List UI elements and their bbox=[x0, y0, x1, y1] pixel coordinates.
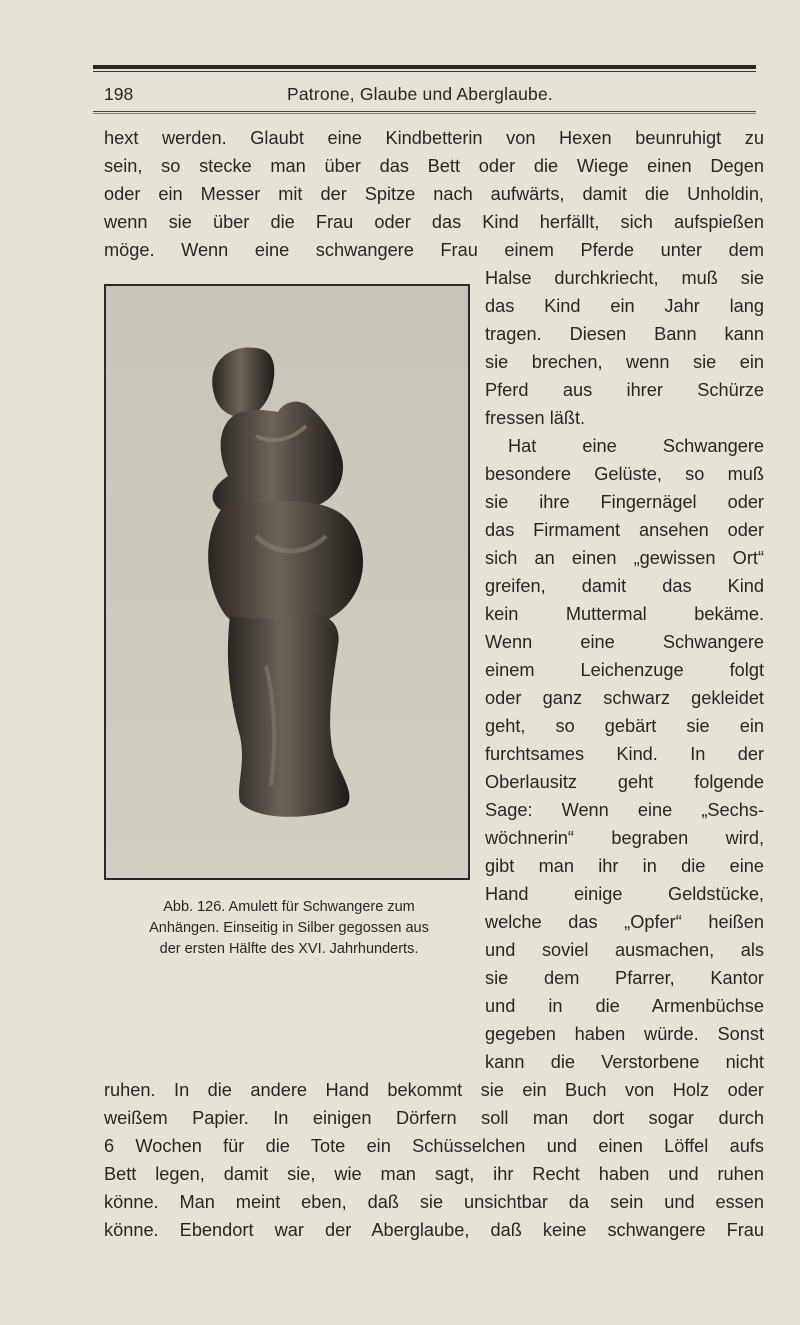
column-line: Sage: Wenn eine „Sechs- bbox=[485, 800, 764, 820]
body-line: könne. Man meint eben, daß sie unsichtbar da sein und essen bbox=[104, 1192, 764, 1212]
column-line: gegeben haben würde. Sonst bbox=[485, 1024, 764, 1044]
body-line: hext werden. Glaubt eine Kindbetterin von Hexen beunruhigt zu bbox=[104, 128, 764, 148]
column-line: Hand einige Geldstücke, bbox=[485, 884, 764, 904]
column-line: und in die Armenbüchse bbox=[485, 996, 764, 1016]
column-line: kein Muttermal bekäme. bbox=[485, 604, 764, 624]
figure-caption-line: Abb. 126. Amulett für Schwangere zum bbox=[163, 899, 415, 915]
column-line: kann die Verstorbene nicht bbox=[485, 1052, 764, 1072]
column-line: greifen, damit das Kind bbox=[485, 576, 764, 596]
body-line: oder ein Messer mit der Spitze nach aufwärts, damit die Unholdin, bbox=[104, 184, 764, 204]
body-line: weißem Papier. In einigen Dörfern soll man dort sogar durch bbox=[104, 1108, 764, 1128]
running-title: Patrone, Glaube und Aberglaube. bbox=[287, 84, 553, 104]
header-rule-thick bbox=[93, 65, 756, 69]
column-line: Oberlausitz geht folgende bbox=[485, 772, 764, 792]
column-line: sie ihre Fingernägel oder bbox=[485, 492, 764, 512]
body-line: wenn sie über die Frau oder das Kind herfällt, sich aufspießen bbox=[104, 212, 764, 232]
column-line: Halse durchkriecht, muß sie bbox=[485, 268, 764, 288]
figure-caption-line: der ersten Hälfte des XVI. Jahrhunderts. bbox=[159, 941, 419, 957]
body-line: Bett legen, damit sie, wie man sagt, ihr Recht haben und ruhen bbox=[104, 1164, 764, 1184]
header-rule-bottom bbox=[93, 111, 756, 112]
header-rule-bottom-light bbox=[93, 113, 756, 114]
body-line: ruhen. In die andere Hand bekommt sie ein Buch von Holz oder bbox=[104, 1080, 764, 1100]
column-line: fressen läßt. bbox=[485, 408, 586, 428]
column-line: das Kind ein Jahr lang bbox=[485, 296, 764, 316]
amulet-figure-illustration bbox=[106, 286, 468, 878]
header-rule-thin bbox=[93, 71, 756, 72]
column-line: sie dem Pfarrer, Kantor bbox=[485, 968, 764, 988]
column-line: sich an einen „gewissen Ort“ bbox=[485, 548, 764, 568]
column-line: besondere Gelüste, so muß bbox=[485, 464, 764, 484]
column-line: Pferd aus ihrer Schürze bbox=[485, 380, 764, 400]
figure-amulet-photo bbox=[104, 284, 470, 880]
column-line: furchtsames Kind. In der bbox=[485, 744, 764, 764]
column-line: einem Leichenzuge folgt bbox=[485, 660, 764, 680]
column-line: tragen. Diesen Bann kann bbox=[485, 324, 764, 344]
column-line: geht, so gebärt sie ein bbox=[485, 716, 764, 736]
body-line: möge. Wenn eine schwangere Frau einem Pferde unter dem bbox=[104, 240, 764, 260]
column-line: Wenn eine Schwangere bbox=[485, 632, 764, 652]
running-header bbox=[104, 82, 764, 122]
page-number: 198 bbox=[104, 84, 134, 104]
column-line: Hat eine Schwangere bbox=[508, 436, 764, 456]
column-line: wöchnerin“ begraben wird, bbox=[485, 828, 764, 848]
column-line: sie brechen, wenn sie ein bbox=[485, 352, 764, 372]
column-line: welche das „Opfer“ heißen bbox=[485, 912, 764, 932]
column-line: oder ganz schwarz gekleidet bbox=[485, 688, 764, 708]
body-line: 6 Wochen für die Tote ein Schüsselchen und einen Löffel aufs bbox=[104, 1136, 764, 1156]
column-line: das Firmament ansehen oder bbox=[485, 520, 764, 540]
body-line: könne. Ebendort war der Aberglaube, daß keine schwangere Frau bbox=[104, 1220, 764, 1240]
figure-caption-line: Anhängen. Einseitig in Silber gegossen aus bbox=[149, 920, 429, 936]
column-line: und soviel ausmachen, als bbox=[485, 940, 764, 960]
column-line: gibt man ihr in die eine bbox=[485, 856, 764, 876]
body-line: sein, so stecke man über das Bett oder die Wiege einen Degen bbox=[104, 156, 764, 176]
